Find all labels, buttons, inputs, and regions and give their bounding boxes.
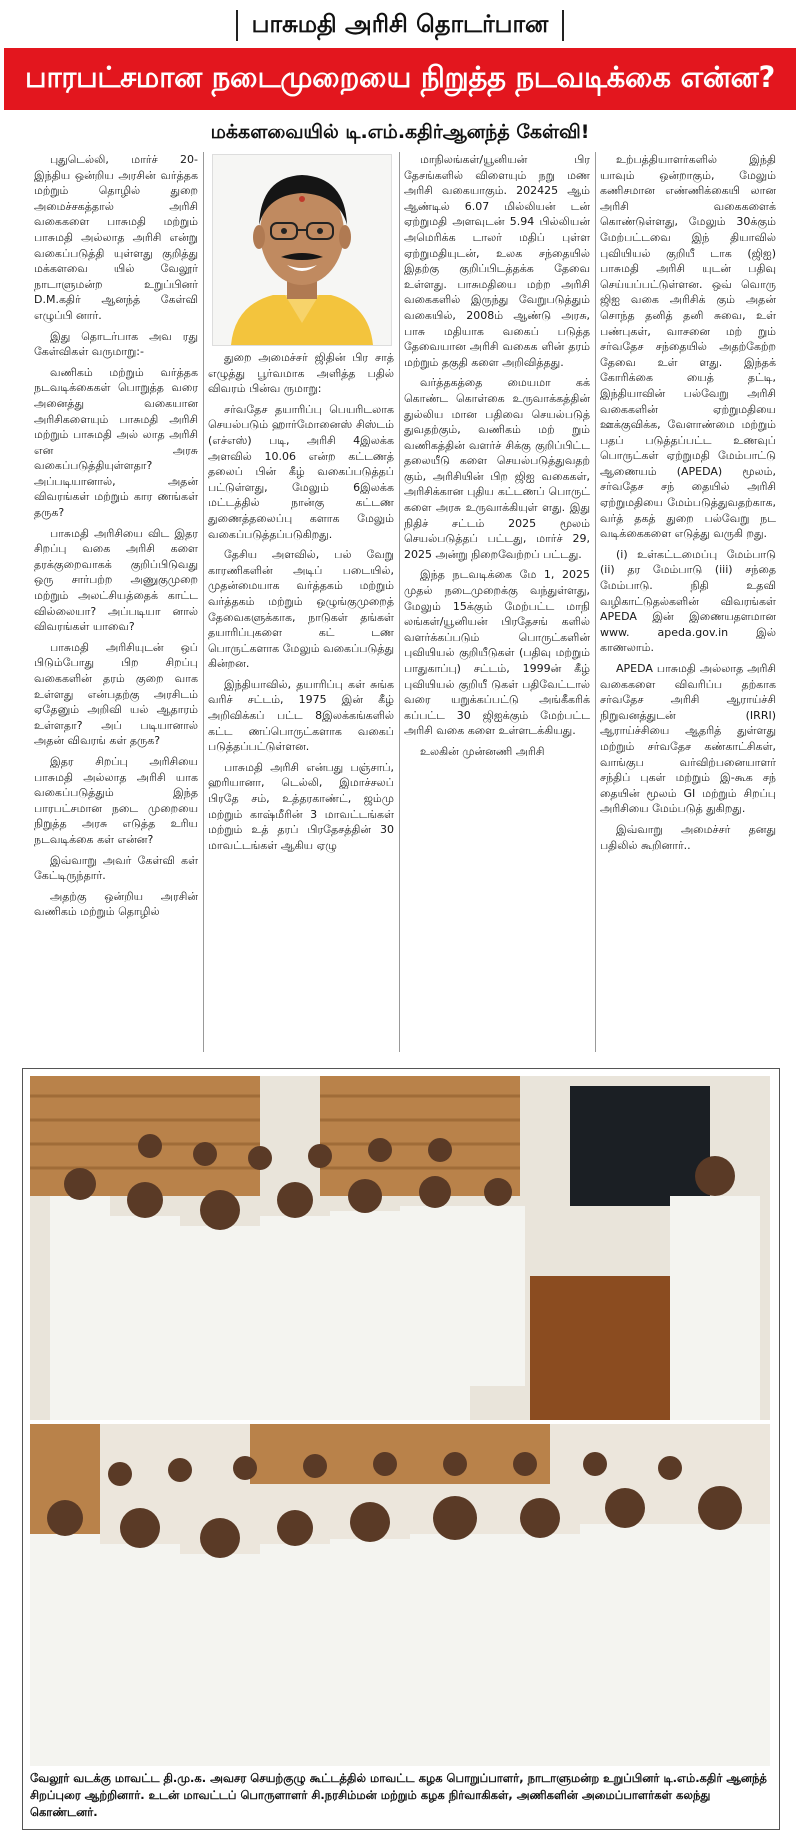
paragraph: பாசுமதி அரிசியுடன் ஒப் பிடும்போது பிற சிறப்பு வகைகளின் தரம் குறை வாக உள்ளது என்பதற்கு அரசிடம் ஏதேனும் அறிவி யல் ஆதாரம் உள்ளதா? அப் படியானால் அதன் விவரங் கள் தருக?	[34, 640, 198, 748]
article-column-1	[34, 152, 198, 1052]
column-rule	[595, 152, 596, 1052]
paragraph: இது தொடர்பாக அவ ரது கேள்விகள் வருமாறு:-	[34, 329, 198, 359]
paragraph: சர்வதேச தயாரிப்பு பெயரிடலாக செயல்படும் ஹார்மோனைஸ் சிஸ்டம் (எச்எஸ்) படி, அரிசி 4இலக்க அளவில் 10.06 என்ற கட்டணத் தலைப் பின் கீழ் வகைப்படுத்தப் பட்டுள்ளது, மேலும் 6இலக்க மட்டத்தில் நான்கு கட்டண துணைத்தலைப்பு களாக மேலும் வகைப்படுத்தப்படுகிறது.	[208, 402, 394, 541]
paragraph: இந்த நடவடிக்கை மே 1, 2025 முதல் நடைமுறைக்கு வந்துள்ளது, மேலும் 15க்கும் மேற்பட்ட மாநி லங்கள்/யூனியன் பிரதேசங் களில் வளர்க்கப்படும் பொருட்களின் புவியியல் குறியீடுகள் (பதிவு மற்றும் பாதுகாப்பு) சட்டம், 1999ன் கீழ் புவியியல் குறியீ டுகள் பதிவேட்டால் வரை யறுக்கப்பட்டு அங்கீகரிக் கப்பட்ட 30 ஜிஐக்கும் மேற்பட்ட அரிசி வகை களை உள்ளடக்கியது.	[404, 568, 590, 738]
paragraph: இதர சிறப்பு அரிசியை பாசுமதி அல்லாத அரிசி யாக வகைப்படுத்தும் இந்த பாரபட்சமான நடை முறையை நிறுத்த அரசு எடுத்த உரிய நடவடிக்கை கள் என்ன?	[34, 754, 198, 846]
headline-banner	[4, 48, 796, 110]
meeting-illustration-top	[30, 1076, 770, 1420]
paragraph: தேசிய அளவில், பல் வேறு காரணிகளின் அடிப் படையில், முதன்மையாக வர்த்தகம் மற்றும் வர்த்தகம் மற்றும் ஒழுங்குமுறைத் தேவைகளுக்காக, நாடுகள் தங்கள் தயாரிப்புகளை கட் டண பொருட்களாக மேலும் வகைப்படுத்து கின்றன.	[208, 548, 394, 671]
meeting-photo-top	[30, 1076, 770, 1420]
subheadline: மக்களவையில் டி.எம்.கதிர்ஆனந்த் கேள்வி!	[210, 120, 590, 143]
column-rule	[203, 152, 204, 1052]
kicker-text: பாசுமதி அரிசி தொடர்பான	[236, 10, 565, 41]
paragraph: வர்த்தகத்தை மையமா கக் கொண்ட கொள்கை உருவாக்கத்தின் துல்லிய மான பதிவை செயல்படுத் துவதற்கும், வணிகம் மற் றும் வணிகத்தின் வளர்ச் சிக்கு குறிப்பிட்ட தலையீடு களை செயல்படுத்துவதற் கும், அரிசியின் பிற ஜிஐ வகைகள், அரிசிக்கான புதிய கட்டணப் பொருட் களை அரசு உருவாக்கியுள் ளது. இது நிதிச் சட்டம் 2025 மூலம் செயல்படுத்தப் பட்டது, மார்ச் 29, 2025 அன்று நிறைவேற்றப் பட்டது.	[404, 376, 590, 561]
meeting-illustration-bottom	[30, 1424, 770, 1766]
paragraph: உற்பத்தியாளர்களில் இந்தி யாவும் ஒன்றாகும், மேலும் கணிசமான எண்ணிக்கையி லான அரிசி வகைகளைக் கொண்டுள்ளது, மேலும் 30க்கும் மேற்பட்டவை இந் தியாவில் புவியியல் குறியீ டாக (ஜிஐ) பாசுமதி அரிசி யுடன் பதிவு செய்யப்பட்டுள்ளன. ஒவ் வொரு ஜிஐ வகை அரிசிக் கும் அதன் சொந்த தனித் தனி சுவை, உள் பண்புகள், வாசனை மற் றும் சர்வதேச சந்தையில் அதற்கேற்ற தேவை உள் ளது. இந்தக் கோரிக்கை யைத் தட்டி, இந்தியாவின் பல்வேறு அரிசி வகைகளின் ஏற்றுமதியை ஊக்குவிக்க, வேளாண்மை மற்றும் பதப் படுத்தப்பட்ட உணவுப் பொருட்கள் ஏற்றுமதி மேம்பாட்டு ஆணையம் (APEDA) மூலம், சர்வதேச சந் தையில் அரிசி ஏற்றுமதியை மேம்படுத்துவதற்காக, வர்த் தகத் துறை பல்வேறு நட வடிக்கைகளை எடுத்து வருகி றது.	[600, 153, 776, 541]
article-kicker	[0, 6, 800, 44]
portrait-illustration	[213, 155, 391, 345]
paragraph: உலகின் முன்னணி அரிசி	[420, 744, 545, 758]
article-column-4	[600, 152, 776, 1052]
paragraph: இந்தியாவில், தயாரிப்பு கள் சுங்க வரிச் சட்டம், 1975 இன் கீழ் அறிவிக்கப் பட்ட 8இலக்கங்களில் கட்ட ணப்பொருட்களாக வகைப் படுத்தப்பட்டுள்ளன.	[208, 677, 394, 754]
paragraph: மாநிலங்கள்/யூனியன் பிர தேசங்களில் விளையும் நறு மண அரிசி வகையாகும். 202425 ஆம் ஆண்டில் 6.07 மில்லியன் டன் ஏற்றுமதி அளவுடன் 5.94 பில்லியன் அமெரிக்க டாலர் மதிப் புள்ள ஏற்றுமதியுடன், உலக சந்தையில் இதற்கு குறிப்பிடத்தக்க தேவை உள்ளது. பாசுமதியை மற்ற அரிசி வகைகளில் இருந்து வேறுபடுத்தும் வகையில், 2008ம் ஆண்டு அரசு, பாசு மதியாக வகைப் படுத்த தேவையான அரிசி வகைக ளின் தரம் மற்றும் தகுதி களை அறிவித்தது.	[404, 153, 590, 369]
meeting-photo-bottom	[30, 1424, 770, 1766]
article-column-2	[208, 350, 394, 1050]
article-column-3	[404, 152, 590, 1052]
paragraph: பாசுமதி அரிசியை விட இதர சிறப்பு வகை அரிசி களை தரக்குறைவாகக் குறிப்பிடுவது ஒரு சார்பற்ற அணுகுமுறை மற்றும் அலட்சியத்தைக் காட்ட வில்லையா? அப்படியா னால் விவரங்கள் யாவை?	[34, 526, 198, 634]
paragraph: புதுடெல்லி, மார்ச் 20- இந்திய ஒன்றிய அரசின் வர்த்தக மற்றும் தொழில் துறை அமைச்சகத்தால் அரிசி வகைகளை பாசுமதி மற்றும் பாசுமதி அல்லாத அரிசி என்று வகைப்படுத்தி யுள்ளது குறித்து மக்களவை யில் வேலூர் நாடாளுமன்ற உறுப்பினர் D.M.கதிர் ஆனந்த் கேள்வி எழுப்பி னார்.	[34, 153, 198, 322]
paragraph: அதற்கு ஒன்றிய அரசின் வணிகம் மற்றும் தொழில்	[34, 889, 198, 919]
paragraph: பாசுமதி அரிசி என்பது பஞ்சாப், ஹரியானா, டெல்லி, இமாச்சலப் பிரதே சம், உத்தரகாண்ட், ஜம்மு மற்றும் காஷ்மீரின் 3 மாவட்டங்கள் மற்றும் உத் தரப் பிரதேசத்தின் 30 மாவட்டங்கள் ஆகிய ஏழு	[208, 760, 394, 852]
paragraph: இவ்வாறு அவர் கேள்வி கள் கேட்டிருந்தார்.	[34, 853, 198, 883]
paragraph: இவ்வாறு அமைச்சர் தனது பதிலில் கூறினார்..	[600, 822, 776, 852]
paragraph: (i) உள்கட்டமைப்பு மேம்பாடு (ii) தர மேம்பாடு (iii) சந்தை மேம்பாடு. நிதி உதவி வழிகாட்டுதல்களின் விவரங்கள் APEDA இன் இணையதளமான www. apeda.gov.in இல் காணலாம்.	[600, 547, 776, 655]
column-rule	[399, 152, 400, 1052]
headline-text: பாரபட்சமான நடைமுறையை நிறுத்த நடவடிக்கை என்ன?	[24, 60, 776, 94]
paragraph: வணிகம் மற்றும் வர்த்தக நடவடிக்கைகள் பொறுத்த வரை அனைத்து வகையான அரிசிகளையும் பாசுமதி அரிசி மற்றும் பாசுமதி அல் லாத அரிசி என அரசு வகைப்படுத்தியுள்ளதா? அப்படியானால், அதன் விவரங்கள் மற்றும் கார ணங்கள் தருக?	[34, 365, 198, 520]
photo-caption: வேலூர் வடக்கு மாவட்ட தி.மு.க. அவசர செயற்குழு கூட்டத்தில் மாவட்ட கழக பொறுப்பாளர், நாடாளுமன்ற உறுப்பினர் டி.எம்.கதிர் ஆனந்த் சிறப்புரை ஆற்றினார். உடன் மாவட்டப் பொருளாளர் சி.நரசிம்மன் மற்றும் கழக நிர்வாகிகள், அணிகளின் அமைப்பாளர்கள் கலந்து கொண்டனர்.	[30, 1771, 767, 1819]
portrait-photo	[212, 154, 392, 346]
paragraph: துறை அமைச்சர் ஜிதின் பிர சாத் எழுத்து பூர்வமாக அளித்த பதில் விவரம் பின்வ ருமாறு:	[208, 351, 394, 396]
paragraph: APEDA பாசுமதி அல்லாத அரிசி வகைகளை விவரிப்ப தற்காக சர்வதேச அரிசி ஆராய்ச்சி நிறுவனத்துடன் (IRRI) ஆராய்ச்சியை ஆதரித் துள்ளது மற்றும் சர்வதேச கண்காட்சிகள், வாங்குப வர்விற்பனையாளர் சந்திப் புகள் மற்றும் இ-கூக சந் தையின் மூலம் GI மற்றும் சிறப்பு அரிசியை மேம்படுத் துகிறது.	[600, 662, 776, 816]
